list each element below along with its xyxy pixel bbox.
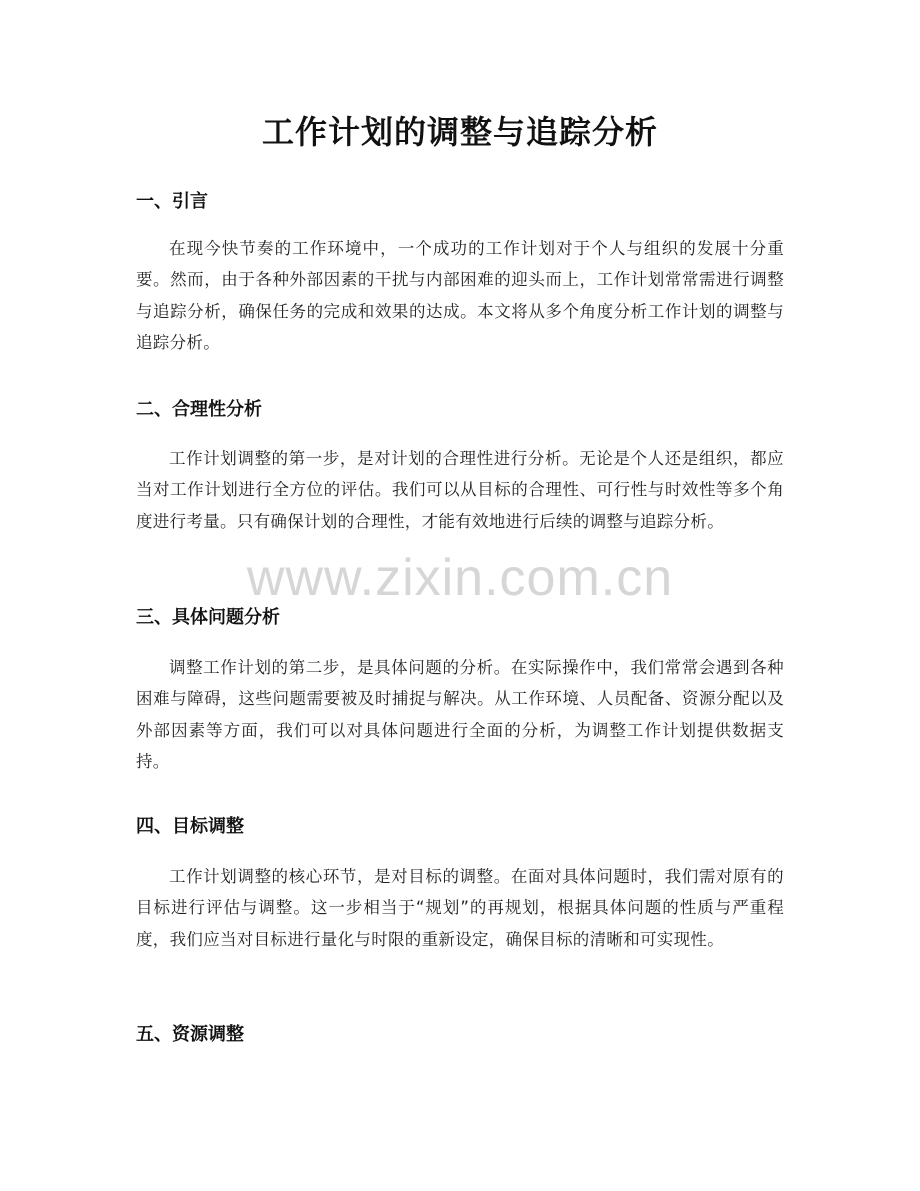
section-heading-specific-problem-analysis: 三、具体问题分析 — [136, 607, 280, 628]
section-paragraph-goal-adjustment: 工作计划调整的核心环节，是对目标的调整。在面对具体问题时，我们需对原有的目标进行评估与调整。这一步相当于“规划”的再规划，根据具体问题的性质与严重程度，我们应当对目标进行量化与时限的重新设定，确保目标的清晰和可实现性。 — [136, 867, 784, 949]
watermark: www.zixin.com.cn — [246, 549, 674, 607]
document-title: 工作计划的调整与追踪分析 — [261, 113, 658, 151]
section-paragraph-rationality-analysis: 工作计划调整的第一步，是对计划的合理性进行分析。无论是个人还是组织，都应当对工作计划进行全方位的评估。我们可以从目标的合理性、可行性与时效性等多个角度进行考量。只有确保计划的合理性，才能有效地进行后续的调整与追踪分析。 — [136, 449, 784, 531]
section-heading-goal-adjustment: 四、目标调整 — [136, 816, 244, 837]
section-paragraph-specific-problem-analysis: 调整工作计划的第二步，是具体问题的分析。在实际操作中，我们常常会遇到各种困难与障碍，这些问题需要被及时捕捉与解决。从工作环境、人员配备、资源分配以及外部因素等方面，我们可以对具体问题进行全面的分析，为调整工作计划提供数据支持。 — [136, 658, 784, 771]
section-heading-resource-adjustment: 五、资源调整 — [136, 1024, 244, 1045]
section-heading-introduction: 一、引言 — [136, 191, 208, 212]
section-heading-rationality-analysis: 二、合理性分析 — [136, 399, 262, 420]
section-paragraph-introduction: 在现今快节奏的工作环境中，一个成功的工作计划对于个人与组织的发展十分重要。然而，由于各种外部因素的干扰与内部困难的迎头而上，工作计划常常需进行调整与追踪分析，确保任务的完成和效果的达成。本文将从多个角度分析工作计划的调整与追踪分析。 — [136, 239, 784, 352]
